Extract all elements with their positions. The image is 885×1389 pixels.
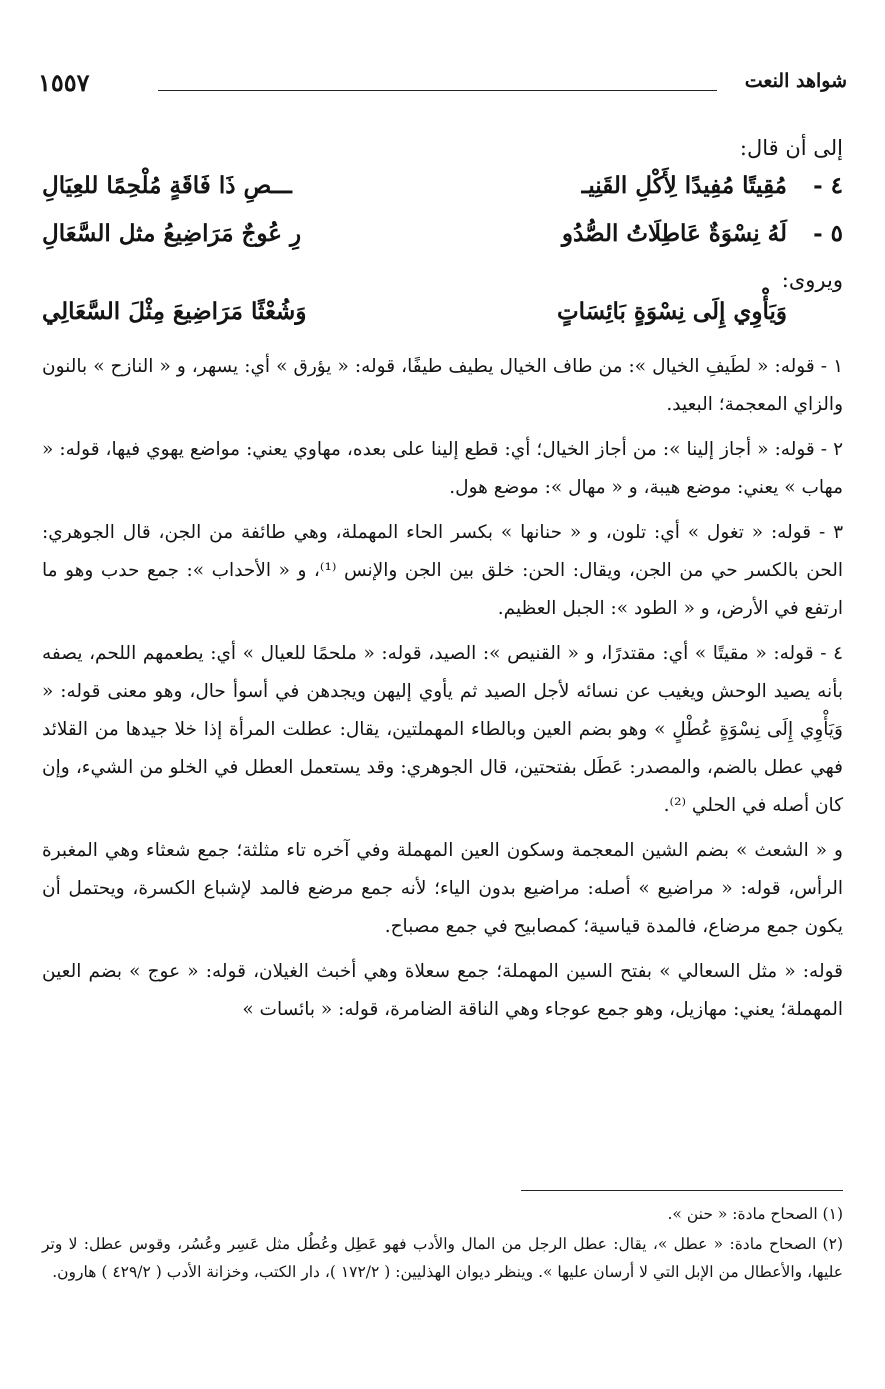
- verse-first-hemistich: مُقِيتًا مُفِيدًا لِأَكْلِ القَنِيـ: [581, 172, 787, 199]
- footnote-2: (٢) الصحاح مادة: « عطل »، يقال: عطل الرجل من المال والأدب فهو عَطِل وعُطُل مثل عَسِر وعُسُر، وقوس عطل: لا وتر عليها، والأعطال من الإبل التي لا أرسان عليها ». وينظر ديوان الهذليين: ( ١٧٢/٢ )، دار الكتب، وخزانة الأدب ( ٤٢٩/٢ ) هارون.: [42, 1235, 843, 1281]
- verse-number: ٥ -: [813, 220, 843, 247]
- page-number: ١٥٥٧: [38, 68, 90, 97]
- commentary-paragraph-1: ١ - قوله: « لطَيفِ الخيال »: من طاف الخيال يطيف طيفًا، قوله: « يؤرق » أي: يسهر، و « النازح » بالنون والزاي المعجمة؛ البعيد.: [42, 356, 843, 415]
- header-rule: [158, 90, 717, 91]
- page-header: [38, 68, 847, 100]
- verse-second-hemistich: وَشُعْثًا مَرَاضِيعَ مِثْلَ السَّعَالِي: [42, 298, 307, 325]
- footnote-1: (١) الصحاح مادة: « حنن ».: [667, 1205, 843, 1223]
- verse-number: ٤ -: [813, 172, 843, 199]
- footnotes: [42, 1200, 843, 1288]
- variant-verse: [42, 298, 843, 348]
- commentary-paragraph-5: و « الشعث » بضم الشين المعجمة وسكون العين المهملة وفي آخره تاء مثلثة؛ جمع شعثاء وهي المغبرة الرأس، قوله: « مراضيع » أصله: مراضيع بدون الياء؛ لأنه جمع مرضع فالمد لإشباع الكسرة، ويحتمل أن يكون جمع مرضاع، فالمدة قياسية؛ كمصابيح في جمع مصباح.: [42, 840, 843, 937]
- verse-first-hemistich: وَيَأْوِي إِلَى نِسْوَةٍ بَائِسَاتٍ: [556, 298, 787, 325]
- intro-line: إلى أن قال:: [739, 136, 843, 160]
- footnote-rule: [521, 1190, 843, 1191]
- commentary-paragraph-6: قوله: « مثل السعالي » بفتح السين المهملة؛ جمع سعلاة وهي أخبث الغيلان، قوله: « عوج » بضم العين المهملة؛ يعني: مهازيل، وهو جمع عوجاء وهي الناقة الضامرة، قوله: « بائسات »: [42, 961, 843, 1020]
- verse-4: [42, 172, 843, 220]
- verse-second-hemistich: ـــصِ ذَا فَاقَةٍ مُلْحِمًا للعِيَالِ: [42, 172, 292, 199]
- commentary-paragraph-3: ٣ - قوله: « تغول » أي: تلون، و « حنانها » بكسر الحاء المهملة، وهي طائفة من الجن، قال الجوهري: الحن بالكسر حي من الجن، ويقال: الحن: خلق بين الجن والإنس ⁽¹⁾، و « الأحداب »: جمع حدب وهو ما ارتفع في الأرض، و « الطود »: الجبل العظيم.: [42, 522, 843, 619]
- page-body: [42, 136, 843, 1036]
- variant-label: ويروى:: [781, 268, 843, 292]
- verse-first-hemistich: لَهُ نِسْوَةٌ عَاطِلَاتُ الصُّدُو: [561, 220, 787, 247]
- commentary-paragraph-2: ٢ - قوله: « أجاز إلينا »: من أجاز الخيال؛ أي: قطع إلينا على بعده، مهاوي يعني: مواضع يهوي فيها، قوله: « مهاب » يعني: موضع هيبة، و « مهال »: موضع هول.: [42, 439, 843, 498]
- verse-5: [42, 220, 843, 268]
- commentary-paragraph-4: ٤ - قوله: « مقيتًا » أي: مقتدرًا، و « القنيص »: الصيد، قوله: « ملحمًا للعيال » أي: يطعمهم اللحم، يصفه بأنه يصيد الوحش ويغيب عن نسائه لأجل الصيد ثم يأوي إليهن ويجدهن في أسوأ حال، وهو معنى قوله: « وَيَأْوِي إِلَى نِسْوَةٍ عُطْلٍ » وهو بضم العين وبالطاء المهملتين، يقال: عطلت المرأة إذا خلا جيدها من القلائد فهي عطل بالضم، والمصدر: عَطَل بفتحتين، قال الجوهري: وقد يستعمل العطل في الخلو من الشيء، وإن كان أصله في الحلي ⁽²⁾.: [42, 643, 843, 816]
- running-title: شواهد النعت: [744, 70, 847, 92]
- verse-second-hemistich: رِ عُوجٌ مَرَاضِيعُ مثل السَّعَالِ: [42, 220, 302, 247]
